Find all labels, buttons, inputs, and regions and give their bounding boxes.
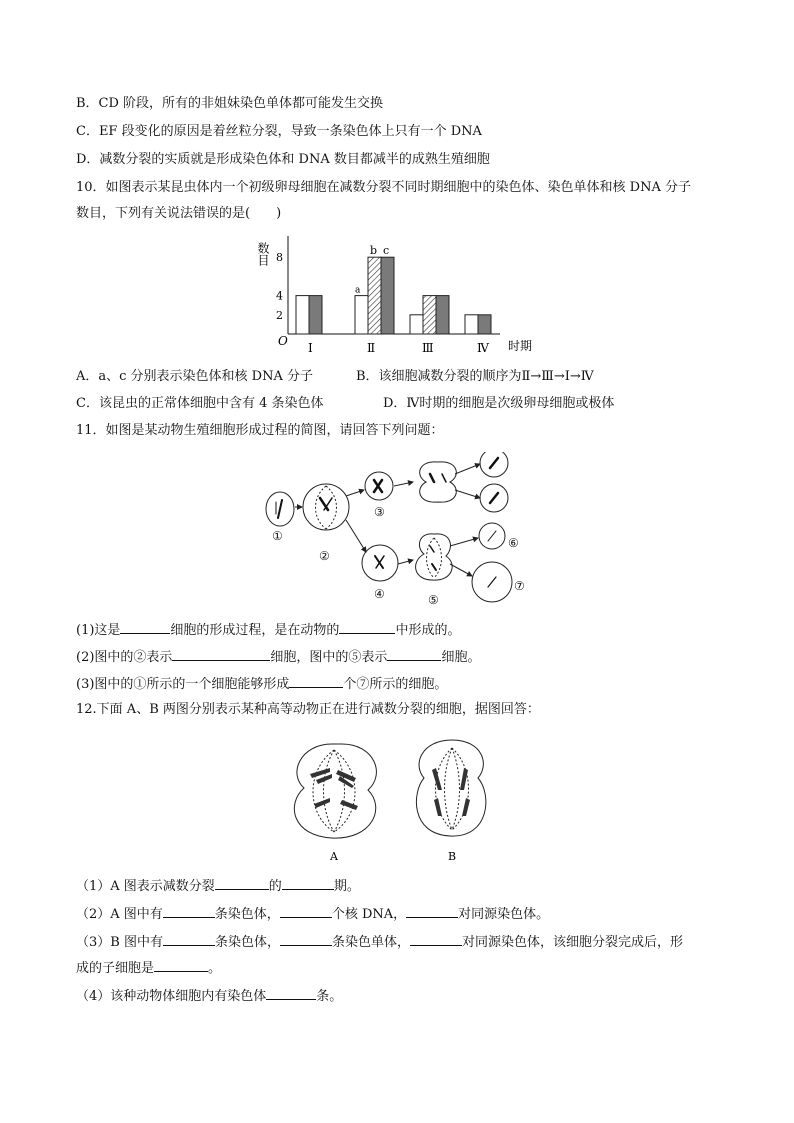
cell-b-outline bbox=[416, 740, 485, 836]
q10-option-b: B．该细胞减数分裂的顺序为Ⅱ→Ⅲ→Ⅰ→Ⅳ bbox=[356, 369, 594, 384]
bar-b-3 bbox=[423, 296, 436, 334]
x-tick-label: Ⅱ bbox=[367, 341, 376, 355]
label-2: ② bbox=[319, 549, 330, 563]
answer-blank[interactable] bbox=[289, 675, 343, 688]
series-letter-c: c bbox=[383, 244, 390, 258]
q9-option-b: B．CD 阶段，所有的非姐妹染色单体都可能发生交换 bbox=[76, 96, 384, 111]
answer-blank[interactable] bbox=[163, 933, 215, 946]
q12-sub2: （2）A 图中有 条染色体， 个核 DNA， 对同源染色体。 bbox=[76, 907, 550, 922]
cell-a-label: A bbox=[330, 850, 338, 863]
answer-blank[interactable] bbox=[282, 877, 334, 890]
answer-blank[interactable] bbox=[154, 959, 208, 972]
q12-stem: 12.下面 A、B 两图分别表示某种高等动物正在进行减数分裂的细胞，据图回答： bbox=[76, 702, 540, 717]
q12-sub4: （4）该种动物体细胞内有染色体 条。 bbox=[76, 989, 343, 1004]
q11-sub1: (1)这是 细胞的形成过程，是在动物的 中形成的。 bbox=[76, 623, 461, 638]
answer-blank[interactable] bbox=[387, 648, 441, 661]
q10-option-a: A．a、c 分别表示染色体和核 DNA 分子 bbox=[76, 369, 314, 384]
bar-c-3 bbox=[436, 296, 449, 334]
cell-a-outline bbox=[294, 744, 376, 838]
x-tick-label: Ⅳ bbox=[477, 341, 489, 355]
bar-c-4 bbox=[478, 315, 491, 334]
q12-sub3-cont: 成的子细胞是 。 bbox=[76, 961, 222, 976]
label-1: ① bbox=[272, 529, 283, 543]
q10-bar-chart bbox=[250, 228, 550, 360]
y-tick-label: 2 bbox=[276, 308, 283, 322]
bar-a-3 bbox=[410, 315, 423, 334]
answer-blank[interactable] bbox=[410, 933, 462, 946]
label-4: ④ bbox=[374, 587, 385, 601]
chart-ylabel: 数目 bbox=[256, 242, 270, 266]
cell-5 bbox=[416, 534, 453, 580]
label-6: ⑥ bbox=[508, 536, 519, 550]
q10-stem-line1: 10．如图表示某昆虫体内一个初级卵母细胞在减数分裂不同时期细胞中的染色体、染色单体和核 DNA 分子 bbox=[76, 180, 691, 195]
label-5: ⑤ bbox=[428, 593, 439, 607]
bar-c-1 bbox=[309, 296, 322, 334]
q10-stem-line2: 数目，下列有关说法错误的是( ) bbox=[76, 206, 282, 221]
q11-sub2: (2)图中的②表示 细胞，图中的⑤表示 细胞。 bbox=[76, 650, 481, 665]
answer-blank[interactable] bbox=[172, 648, 270, 661]
q9-option-d: D．减数分裂的实质就是形成染色体和 DNA 数目都减半的成熟生殖细胞 bbox=[76, 152, 490, 167]
bar-a-1 bbox=[296, 296, 309, 334]
x-tick-label: Ⅲ bbox=[422, 341, 434, 355]
label-7: ⑦ bbox=[514, 579, 525, 593]
q12-sub3: （3）B 图中有 条染色体， 条染色单体， 对同源染色体，该细胞分裂完成后，形 bbox=[76, 935, 684, 950]
bar-c-2 bbox=[381, 257, 394, 334]
answer-blank[interactable] bbox=[406, 905, 458, 918]
bar-a-2 bbox=[355, 296, 368, 334]
chart-xlabel: 时期 bbox=[508, 339, 533, 353]
series-letter-b: b bbox=[370, 244, 378, 258]
answer-blank[interactable] bbox=[266, 987, 316, 1000]
series-letter-a: a bbox=[355, 285, 361, 296]
chart-origin: O bbox=[278, 334, 288, 348]
answer-blank[interactable] bbox=[280, 933, 332, 946]
q12-cell-figures bbox=[282, 734, 512, 864]
answer-blank[interactable] bbox=[120, 621, 170, 634]
q11-sub3: (3)图中的①所示的一个细胞能够形成 个⑦所示的细胞。 bbox=[76, 677, 448, 692]
cell-b-label: B bbox=[448, 850, 457, 863]
cell-dividing-top bbox=[420, 462, 457, 502]
q10-option-d: D．Ⅳ时期的细胞是次级卵母细胞或极体 bbox=[383, 396, 615, 411]
q9-option-c: C．EF 段变化的原因是着丝粒分裂，导致一条染色体上只有一个 DNA bbox=[76, 124, 482, 139]
answer-blank[interactable] bbox=[339, 621, 395, 634]
y-tick-label: 8 bbox=[276, 251, 283, 265]
bar-b-2 bbox=[368, 257, 381, 334]
q10-option-c: C．该昆虫的正常体细胞中含有 4 条染色体 bbox=[76, 396, 324, 411]
answer-blank[interactable] bbox=[280, 905, 332, 918]
y-tick-label: 4 bbox=[276, 289, 283, 303]
q11-stem: 11．如图是某动物生殖细胞形成过程的简图，请回答下列问题： bbox=[76, 423, 444, 438]
answer-blank[interactable] bbox=[163, 905, 215, 918]
label-3: ③ bbox=[374, 505, 385, 519]
answer-blank[interactable] bbox=[215, 877, 269, 890]
x-tick-label: Ⅰ bbox=[308, 341, 313, 355]
bar-a-4 bbox=[465, 315, 478, 334]
q12-sub1: （1）A 图表示减数分裂 的 期。 bbox=[76, 879, 360, 894]
q11-process-diagram bbox=[258, 452, 548, 612]
